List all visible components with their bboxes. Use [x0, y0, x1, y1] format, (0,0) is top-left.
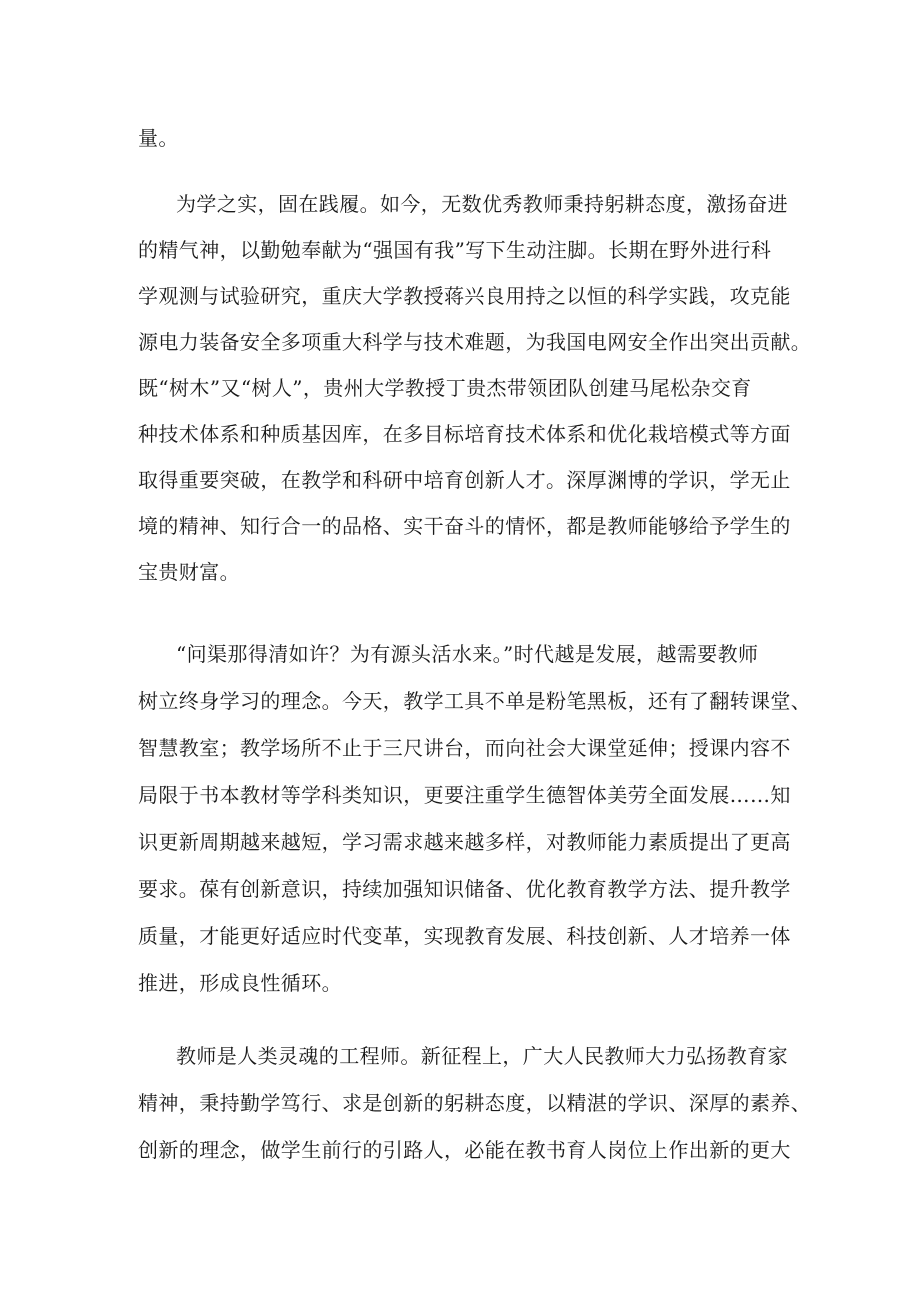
paragraph-3-line-4: 局限于书本教材等学科类知识，更要注重学生德智体美劳全面发展……知 — [138, 783, 791, 807]
paragraph-3-line-5: 识更新周期越来越短，学习需求越来越多样，对教师能力素质提出了更高 — [138, 830, 791, 854]
paragraph-2-line-9: 宝贵财富。 — [138, 560, 240, 584]
paragraph-2-line-3: 学观测与试验研究，重庆大学教授蒋兴良用持之以恒的科学实践，攻克能 — [138, 284, 791, 308]
paragraph-2-line-8: 境的精神、知行合一的品格、实干奋斗的情怀，都是教师能够给予学生的 — [138, 514, 791, 538]
paragraph-2-line-4: 源电力装备安全多项重大科学与技术难题，为我国电网安全作出突出贡献。 — [138, 330, 812, 354]
paragraph-3-line-8: 推进，形成良性循环。 — [138, 971, 342, 995]
paragraph-2-line-1: 为学之实，固在践履。如今，无数优秀教师秉持躬耕态度，激扬奋进 — [176, 192, 788, 216]
paragraph-4-line-3: 创新的理念，做学生前行的引路人，必能在教书育人岗位上作出新的更大 — [138, 1138, 791, 1162]
paragraph-4-line-2: 精神，秉持勤学笃行、求是创新的躬耕态度，以精湛的学识、深厚的素养、 — [138, 1091, 812, 1115]
paragraph-2-line-5: 既“树木”又“树人”，贵州大学教授丁贵杰带领团队创建马尾松杂交育 — [138, 376, 752, 400]
paragraph-3-line-3: 智慧教室；教学场所不止于三尺讲台，而向社会大课堂延伸；授课内容不 — [138, 736, 791, 760]
paragraph-3-line-6: 要求。葆有创新意识，持续加强知识储备、优化教育教学方法、提升教学 — [138, 877, 791, 901]
paragraph-2-line-7: 取得重要突破，在教学和科研中培育创新人才。深厚渊博的学识，学无止 — [138, 468, 791, 492]
paragraph-2-line-2: 的精气神，以勤勉奉献为“强国有我”写下生动注脚。长期在野外进行科 — [138, 238, 772, 262]
paragraph-3-line-2: 树立终身学习的理念。今天，教学工具不单是粉笔黑板，还有了翻转课堂、 — [138, 689, 812, 713]
paragraph-4-line-1: 教师是人类灵魂的工程师。新征程上，广大人民教师大力弘扬教育家 — [176, 1044, 788, 1068]
paragraph-3-line-7: 质量，才能更好适应时代变革，实现教育发展、科技创新、人才培养一体 — [138, 924, 791, 948]
paragraph-2-line-6: 种技术体系和种质基因库，在多目标培育技术体系和优化栽培模式等方面 — [138, 422, 791, 446]
paragraph-1-line-1: 量。 — [138, 126, 179, 150]
paragraph-3-line-1: “问渠那得清如许？为有源头活水来。”时代越是发展，越需要教师 — [176, 642, 759, 666]
